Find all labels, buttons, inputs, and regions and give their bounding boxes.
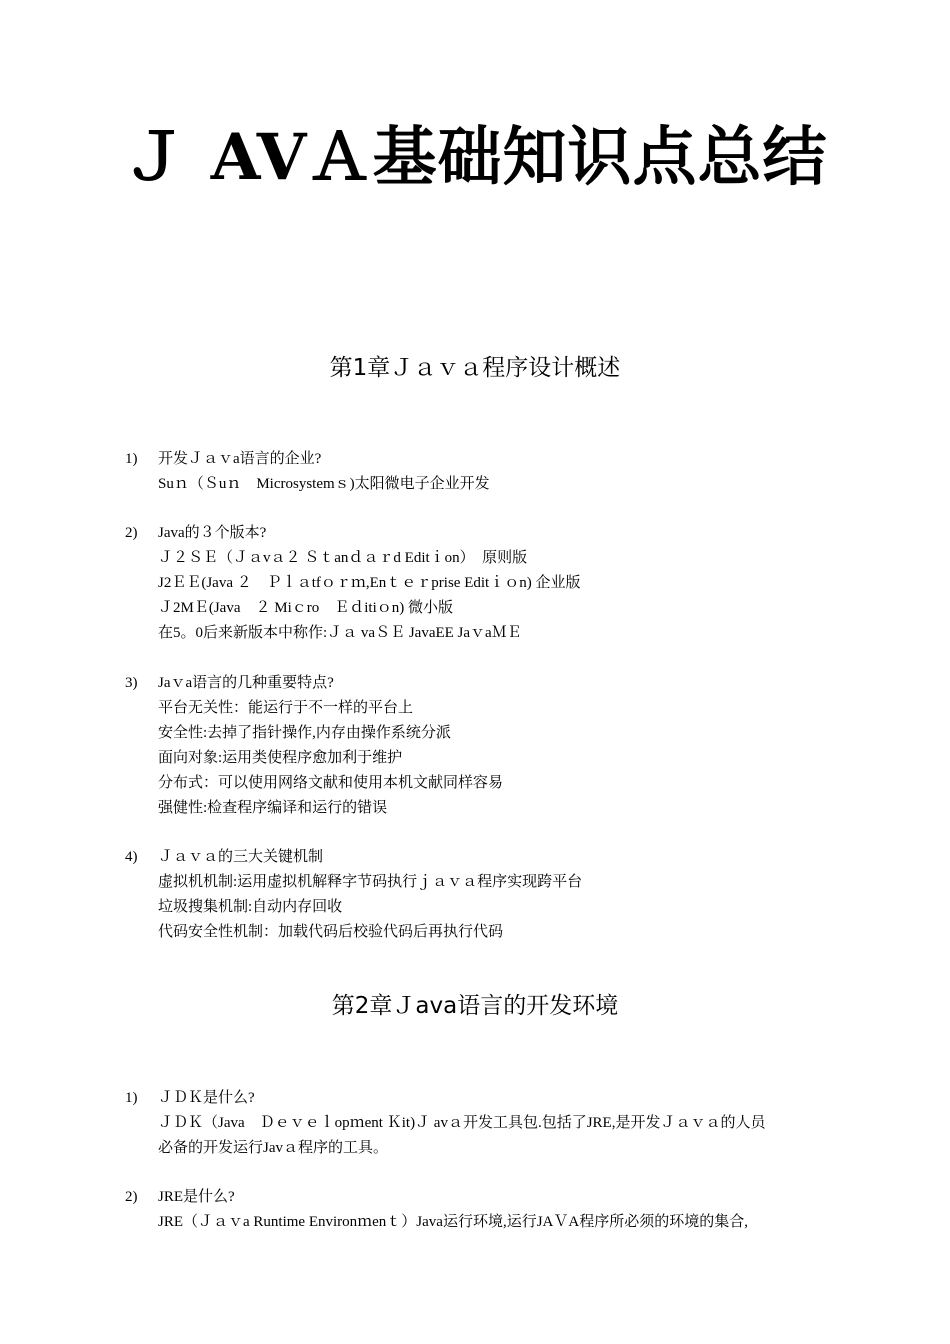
item-line: Suｎ（Ｓuｎ Microsystemｓ)太阳微电子企业开发	[158, 476, 490, 492]
item-line: Jaｖa语言的几种重要特点?	[158, 675, 334, 691]
item-number: 2)	[125, 525, 138, 541]
item-line: 代码安全性机制：加载代码后校验代码后再执行代码	[158, 924, 504, 940]
item-line: Java的３个版本?	[158, 525, 267, 541]
item-number: 4)	[125, 849, 138, 865]
chapter-2-heading: 第2章Ｊava语言的开发环境	[331, 993, 619, 1019]
item-line: 分布式：可以使用网络文献和使用本机文献同样容易	[158, 775, 504, 791]
item-number: 1)	[125, 1090, 138, 1106]
document-title: Ｊ AVＡ基础知识点总结	[122, 120, 828, 195]
item-line: 开发Ｊａｖa语言的企业?	[158, 451, 322, 467]
item-line: Ｊ２ＳＥ（Ｊａvａ２ Ｓｔanｄａｒd Editｉon） 原则版	[158, 550, 528, 566]
item-line: J2ＥＥ(Java ２ Ｐｌａtfｏｒｍ,Enｔｅｒprise Editｉｏn) 企业版	[158, 575, 581, 591]
item-line: 必备的开发运行Javａ程序的工具。	[158, 1140, 388, 1156]
item-line: 虚拟机机制:运用虚拟机解释字节码执行ｊａｖａ程序实现跨平台	[158, 874, 583, 890]
item-line: ＪＤＫ是什么?	[158, 1090, 255, 1106]
item-line: Ｊ2MＥ(Java ２ Miｃro Ｅｄitiｏn) 微小版	[158, 600, 453, 616]
item-line: 强健性:检查程序编译和运行的错误	[158, 800, 388, 816]
chapter-1-heading: 第1章Ｊａｖａ程序设计概述	[329, 355, 621, 381]
item-line: ＪＤＫ（Java Ｄｅｖｅｌopｍent Ｋit)Ｊ avａ开发工具包.包括了JRE,是开发Ｊａｖａ的人员	[158, 1115, 766, 1131]
item-number: 3)	[125, 675, 138, 691]
item-line: JRE（Ｊａｖa Runtime Environｍenｔ）Java运行环境,运行JAＶA程序所必须的环境的集合,	[158, 1214, 748, 1230]
item-line: Ｊａｖａ的三大关键机制	[158, 849, 324, 865]
item-line: 面向对象:运用类使程序愈加利于维护	[158, 750, 403, 766]
item-line: 平台无关性：能运行于不一样的平台上	[158, 700, 414, 716]
item-number: 1)	[125, 451, 138, 467]
item-line: 安全性:去掉了指针操作,内存由操作系统分派	[158, 725, 451, 741]
item-line: JRE是什么?	[158, 1189, 235, 1205]
item-line: 在5。0后来新版本中称作:Ｊａ vaＳＥ JavaEE JaｖaＭＥ	[158, 625, 522, 641]
item-number: 2)	[125, 1189, 138, 1205]
item-line: 垃圾搜集机制:自动内存回收	[158, 899, 343, 915]
